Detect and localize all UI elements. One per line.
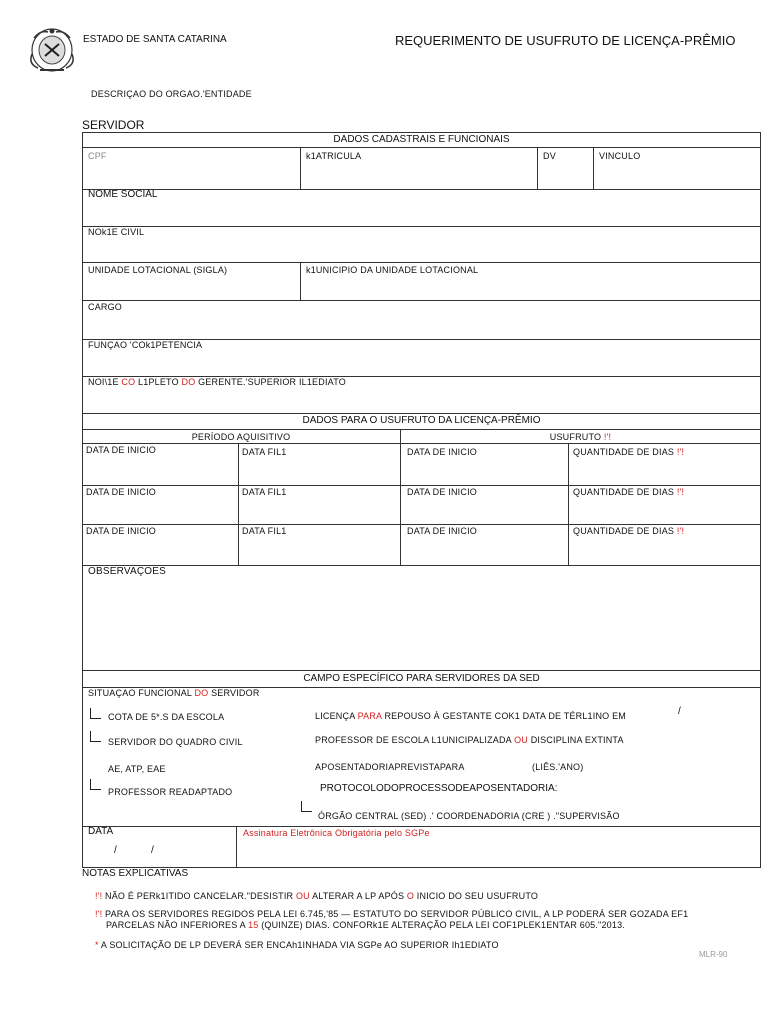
gerente-label-c: GERENTE.'SUPERIOR IL1EDIATO bbox=[195, 377, 346, 387]
usufruto-data-inicio-1[interactable]: DATA DE INICIO bbox=[407, 447, 477, 457]
periodo-data-fim-1[interactable]: DATA FIL1 bbox=[242, 447, 287, 457]
periodo-data-inicio-1[interactable]: DATA DE INICIO bbox=[86, 445, 156, 455]
date-slash-2: / bbox=[151, 845, 154, 856]
dv-field[interactable] bbox=[543, 151, 591, 187]
situacao-label-a: SITUAÇAO FUNCIONAL bbox=[88, 688, 195, 698]
nota-2-line2a: PARCELAS NÃO INFERIORES A bbox=[106, 920, 249, 930]
nota-1-o: O bbox=[406, 891, 415, 901]
nota-1 bbox=[95, 891, 538, 901]
cargo-field[interactable] bbox=[88, 302, 758, 338]
escola-municipalizada-option[interactable] bbox=[315, 735, 624, 745]
sed-section-title: CAMPO ESPECÍFICO PARA SERVIDORES DA SED bbox=[303, 673, 540, 684]
dv-label: DV bbox=[543, 151, 556, 161]
nota-3-mark: * bbox=[95, 940, 99, 950]
licenca-gestante-option[interactable] bbox=[315, 711, 626, 721]
readaptado-label: PROFESSOR READAPTADO bbox=[108, 787, 233, 797]
quantidade-dias-3[interactable] bbox=[573, 526, 759, 562]
escola-label-a: PROFESSOR DE ESCOLA L1UNICIPALIZADA bbox=[315, 735, 515, 745]
usufruto-header-label: USUFRUTO bbox=[549, 432, 602, 442]
unidade-field[interactable] bbox=[88, 265, 296, 299]
periodo-aquisitivo-header: PERÍODO AQUISITIVO bbox=[191, 432, 291, 442]
periodo-data-fim-3[interactable]: DATA FIL1 bbox=[242, 526, 287, 536]
situacao-label-b: SERVIDOR bbox=[208, 688, 260, 698]
quadro-civil-label: SERVIDOR DO QUADRO CIVIL bbox=[108, 737, 243, 747]
nota-1-text-a: NÃO É PERk1ITIDO CANCELAR."DESISTIR bbox=[105, 891, 296, 901]
escola-label-b: DISCIPLINA EXTINTA bbox=[528, 735, 624, 745]
nota-3-text: A SOLICITAÇÃO DE LP DEVERÁ SER ENCAh1INHADA VIA SGPe AO SUPERIOR Ih1EDIATO bbox=[100, 940, 499, 950]
licenca-date-slash: / bbox=[678, 706, 681, 717]
nota-3 bbox=[95, 940, 499, 950]
periodo-data-fim-2[interactable]: DATA FIL1 bbox=[242, 487, 287, 497]
vinculo-label: VINCULO bbox=[599, 151, 641, 161]
quantidade-label-2: QUANTIDADE DE DIAS bbox=[573, 487, 675, 497]
municipio-label: k1UNICIPIO DA UNIDADE LOTACIONAL bbox=[306, 265, 479, 275]
gerente-field[interactable] bbox=[88, 377, 758, 411]
form-title: REQUERIMENTO DE USUFRUTO DE LICENÇA-PRÊMIO bbox=[395, 33, 736, 48]
servidor-heading: SERVIDOR bbox=[82, 118, 145, 132]
data-field[interactable] bbox=[84, 838, 234, 866]
funcao-field[interactable] bbox=[88, 340, 758, 374]
nome-social-label: NOME SOCIAL bbox=[88, 189, 158, 200]
date-slash-1: / bbox=[114, 845, 117, 856]
orgao-field-label: DESCRIÇAO DO ORGAO.'ENTIDADE bbox=[91, 89, 252, 99]
quantidade-mark-1: !'! bbox=[676, 447, 685, 457]
situacao-label-do: DO bbox=[194, 688, 209, 698]
nota-1-ou: OU bbox=[295, 891, 310, 901]
nota-1-text-b: ALTERAR A LP APÓS bbox=[309, 891, 407, 901]
state-name: ESTADO DE SANTA CATARINA bbox=[83, 34, 227, 45]
cpf-label: CPF bbox=[88, 151, 107, 161]
quantidade-label-3: QUANTIDADE DE DIAS bbox=[573, 526, 675, 536]
usufruto-section-title: DADOS PARA O USUFRUTO DA LICENÇA-PRÊMIO bbox=[302, 415, 541, 426]
situacao-funcional-label bbox=[88, 688, 260, 698]
observacoes-label: OBSERVAÇOES bbox=[88, 566, 166, 577]
licenca-label-a: LICENÇA bbox=[315, 711, 358, 721]
funcao-label: FUNÇAO 'COk1PETENCIA bbox=[88, 340, 203, 350]
dados-cadastrais-title: DADOS CADASTRAIS E FUNCIONAIS bbox=[333, 134, 510, 145]
nota-2-continuation bbox=[106, 920, 625, 930]
cpf-field[interactable] bbox=[88, 151, 296, 187]
mes-ano-label: (LIÊS.'ANO) bbox=[532, 762, 584, 772]
nota-2-mark: !'! bbox=[95, 909, 103, 919]
gerente-label-co: CO bbox=[121, 377, 136, 387]
periodo-data-inicio-3[interactable]: DATA DE INICIO bbox=[86, 526, 156, 536]
escola-label-ou: OU bbox=[514, 735, 528, 745]
nota-2-line1: PARA OS SERVIDORES REGIDOS PELA LEI 6.745,'85 — ESTATUTO DO SERVIDOR PÚBLICO CIVIL, A LP PODERÁ SER GOZADA EF1 bbox=[105, 909, 689, 919]
data-label: DATA bbox=[88, 826, 114, 837]
cargo-label: CARGO bbox=[88, 302, 123, 312]
orgao-central-label: ÓRGÃO CENTRAL (SED) .' COORDENADORIA (CRE ) ."SUPERVISÃO bbox=[318, 811, 620, 821]
matricula-field[interactable] bbox=[306, 151, 534, 187]
quantidade-dias-1[interactable] bbox=[573, 447, 759, 483]
nome-civil-label: NOk1E CIVIL bbox=[88, 227, 145, 237]
quantidade-mark-3: !'! bbox=[676, 526, 685, 536]
readaptado-checkbox[interactable] bbox=[90, 779, 101, 790]
licenca-label-para: PARA bbox=[357, 711, 382, 721]
nome-social-field[interactable] bbox=[88, 189, 758, 225]
usufruto-data-inicio-2[interactable]: DATA DE INICIO bbox=[407, 487, 477, 497]
vinculo-field[interactable] bbox=[599, 151, 759, 187]
quantidade-mark-2: !'! bbox=[676, 487, 685, 497]
unidade-label: UNIDADE LOTACIONAL (SIGLA) bbox=[88, 265, 228, 275]
quantidade-dias-2[interactable] bbox=[573, 487, 759, 523]
nota-2 bbox=[95, 909, 735, 919]
state-crest-icon bbox=[26, 24, 78, 76]
nome-civil-field[interactable] bbox=[88, 227, 758, 261]
observacoes-field[interactable] bbox=[88, 566, 758, 668]
usufruto-header-mark: !'! bbox=[603, 432, 612, 442]
gerente-label-b: L1PLETO bbox=[135, 377, 182, 387]
assinatura-notice: Assinatura Eletrônica Obrigatória pelo SGPe bbox=[243, 828, 430, 838]
municipio-field[interactable] bbox=[306, 265, 756, 299]
cota-checkbox[interactable] bbox=[90, 708, 101, 719]
ae-label: AE, ATP, EAE bbox=[108, 764, 166, 774]
periodo-data-inicio-2[interactable]: DATA DE INICIO bbox=[86, 487, 156, 497]
gerente-label-do: DO bbox=[181, 377, 196, 387]
nota-2-15: 15 bbox=[248, 920, 259, 930]
usufruto-data-inicio-3[interactable]: DATA DE INICIO bbox=[407, 526, 477, 536]
nota-2-line2b: (QUINZE) DIAS. CONFORk1E ALTERAÇÃO PELA LEI COF1PLEK1ENTAR 605."2013. bbox=[258, 920, 625, 930]
aposentadoria-option[interactable]: APOSENTADORIAPREVISTAPARA bbox=[315, 762, 465, 772]
protocolo-field[interactable]: PROTOCOLODOPROCESSODEAPOSENTADORIA: bbox=[320, 783, 558, 794]
licenca-label-b: REPOUSO À GESTANTE COK1 DATA DE TÉRL1INO EM bbox=[381, 711, 626, 721]
orgao-central-checkbox[interactable] bbox=[301, 801, 312, 812]
matricula-label: k1ATRICULA bbox=[306, 151, 362, 161]
quadro-civil-checkbox[interactable] bbox=[90, 731, 101, 742]
nota-1-text-c: INICIO DO SEU USUFRUTO bbox=[414, 891, 539, 901]
footer-code: MLR-90 bbox=[699, 950, 728, 959]
gerente-label-a: NOI\1E bbox=[88, 377, 122, 387]
usufruto-header bbox=[400, 432, 761, 442]
notas-heading: NOTAS EXPLICATIVAS bbox=[82, 868, 189, 879]
cota-label: COTA DE 5*.S DA ESCOLA bbox=[108, 712, 225, 722]
quantidade-label-1: QUANTIDADE DE DIAS bbox=[573, 447, 675, 457]
nota-1-mark: !'! bbox=[95, 891, 103, 901]
